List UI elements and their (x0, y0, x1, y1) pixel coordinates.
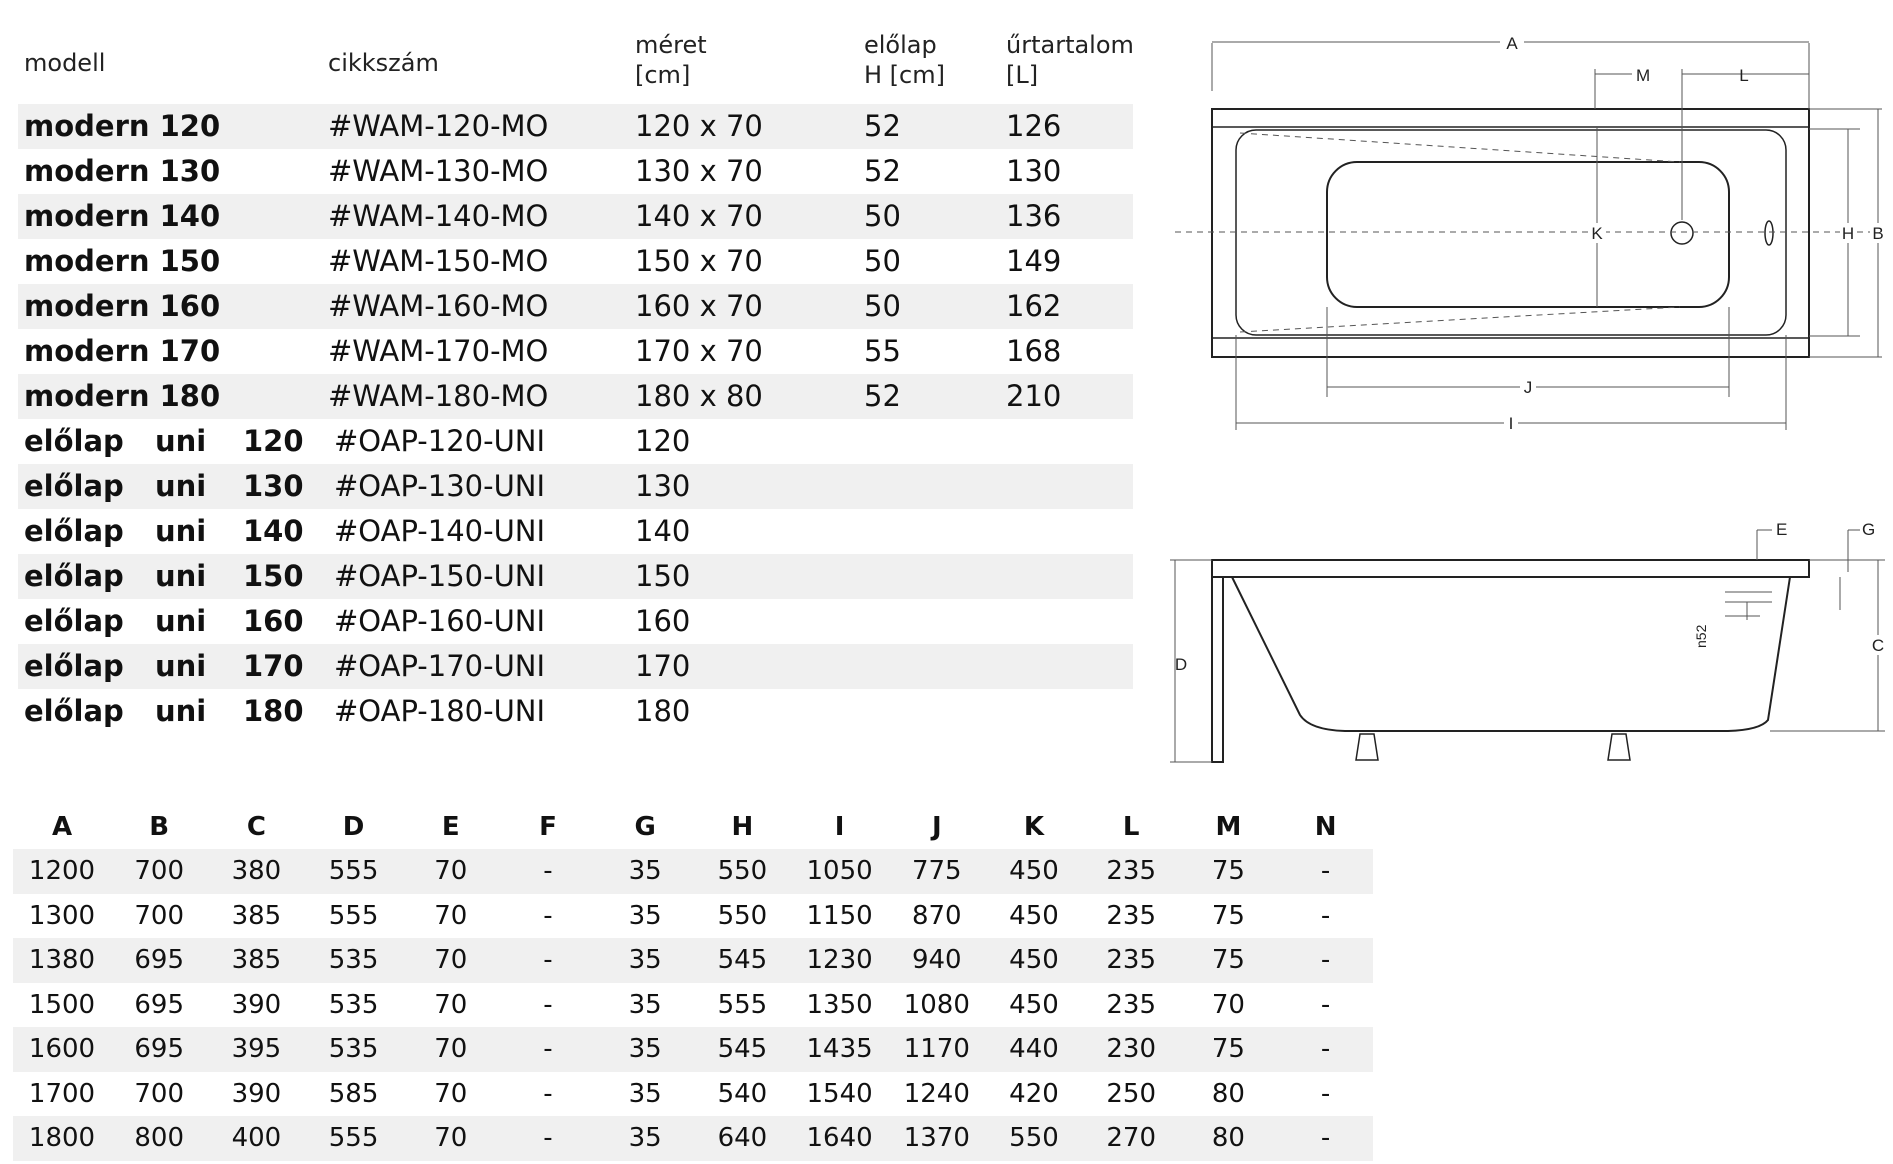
table-cell: 70 (434, 945, 468, 975)
overflow-icon (1765, 221, 1773, 245)
table-row (13, 849, 1373, 894)
table-cell: 550 (717, 900, 768, 931)
table-cell: - (1320, 945, 1331, 975)
column-header: I (834, 812, 845, 842)
column-header: K (1023, 812, 1045, 842)
table-cell: 80 (1211, 1078, 1245, 1109)
table-cell: 870 (911, 900, 962, 931)
table-cell: 385 (231, 900, 282, 931)
bathtub-side-view-drawing (1160, 520, 1893, 770)
table-cell: 70 (434, 1123, 468, 1153)
volume: 210 (1006, 379, 1062, 413)
table-cell: 1540 (806, 1078, 873, 1109)
header-model: modell (24, 49, 106, 77)
dimension-table-body (13, 849, 1373, 1161)
sku: #WAM-130-MO (328, 154, 549, 188)
table-cell: 1600 (28, 1034, 96, 1064)
tub-side-rim (1212, 560, 1809, 577)
size: 130 (635, 469, 691, 503)
table-row (18, 284, 1133, 329)
table-cell: 80 (1211, 1123, 1245, 1153)
panel-length: 120 (243, 424, 304, 458)
column-header: H (731, 812, 754, 842)
table-cell: 700 (134, 1078, 184, 1109)
label-l: L (1739, 66, 1749, 85)
dimension-table-header (13, 805, 1373, 849)
header-size: méret [cm] (635, 31, 707, 89)
product-table-body (18, 104, 1133, 734)
table-cell: 440 (1009, 1034, 1059, 1064)
label-m: M (1636, 66, 1651, 85)
table-cell: - (1320, 1123, 1331, 1153)
table-cell: 1640 (806, 1123, 873, 1153)
label-d: D (1174, 655, 1188, 674)
table-row (18, 689, 1133, 734)
volume: 168 (1006, 334, 1062, 368)
size: 140 (635, 514, 691, 548)
dimension-table (13, 805, 1373, 1161)
model-name: modern 170 (24, 334, 221, 368)
panel-name: előlap (24, 424, 124, 458)
panel-name: előlap (24, 469, 124, 503)
sku: #WAM-170-MO (328, 334, 549, 368)
panel-name: előlap (24, 559, 124, 593)
table-cell: 1150 (806, 900, 873, 931)
column-header: M (1215, 812, 1242, 842)
panel-type: uni (155, 649, 207, 683)
table-cell: 1700 (28, 1078, 96, 1109)
column-header: F (539, 812, 557, 842)
table-row (18, 464, 1133, 509)
bathtub-top-view-drawing (1160, 25, 1893, 445)
table-row (18, 149, 1133, 194)
label-e: E (1776, 520, 1788, 539)
table-cell: - (543, 900, 553, 931)
table-row (13, 894, 1373, 939)
table-cell: - (543, 945, 553, 975)
panel-length: 160 (243, 604, 304, 638)
table-cell: 420 (1009, 1078, 1059, 1109)
label-k: K (1591, 224, 1603, 243)
sku: #OAP-140-UNI (334, 514, 546, 548)
table-row (13, 1116, 1373, 1161)
table-cell: - (543, 856, 553, 886)
table-cell: 775 (911, 856, 962, 886)
sku: #OAP-160-UNI (334, 604, 546, 638)
table-cell: 695 (134, 1034, 184, 1064)
sku: #WAM-160-MO (328, 289, 549, 323)
label-i: I (1508, 414, 1514, 433)
table-cell: 235 (1106, 989, 1156, 1020)
table-cell: 555 (328, 856, 379, 886)
table-cell: 1370 (903, 1123, 970, 1153)
drain-icon (1671, 222, 1693, 244)
table-cell: 450 (1009, 900, 1059, 931)
table-cell: 75 (1211, 900, 1245, 931)
panel-name: előlap (24, 604, 124, 638)
panel-type: uni (155, 604, 207, 638)
column-header: G (634, 812, 656, 842)
table-cell: 1300 (28, 900, 96, 931)
volume: 130 (1006, 154, 1062, 188)
column-header: N (1314, 812, 1337, 842)
size: 120 x 70 (635, 109, 763, 143)
label-b: B (1872, 224, 1884, 243)
table-cell: 555 (328, 1123, 379, 1153)
sku: #WAM-140-MO (328, 199, 549, 233)
table-cell: 450 (1009, 945, 1059, 975)
size: 170 (635, 649, 691, 683)
table-cell: - (1320, 1034, 1331, 1064)
table-cell: 640 (717, 1123, 768, 1153)
size: 180 x 80 (635, 379, 763, 413)
sku: #OAP-170-UNI (334, 649, 546, 683)
table-cell: 70 (434, 1078, 468, 1109)
volume: 136 (1006, 199, 1062, 233)
table-cell: 230 (1106, 1034, 1156, 1064)
table-cell: 1050 (806, 856, 873, 886)
header-sku: cikkszám (328, 49, 439, 77)
size: 120 (635, 424, 691, 458)
volume: 149 (1006, 244, 1062, 278)
table-cell: 70 (434, 989, 468, 1020)
table-cell: 1380 (28, 945, 96, 975)
front-panel-height: 52 (864, 379, 901, 413)
label-g: G (1862, 520, 1876, 539)
table-cell: 540 (717, 1078, 768, 1109)
table-cell: 380 (231, 856, 282, 886)
table-cell: 75 (1211, 1034, 1245, 1064)
table-cell: 695 (134, 989, 184, 1020)
table-row (18, 194, 1133, 239)
column-header: J (931, 812, 942, 842)
tub-basin (1327, 162, 1729, 307)
table-cell: 70 (434, 856, 468, 886)
table-row (18, 599, 1133, 644)
label-n52: n52 (1693, 624, 1709, 648)
table-row (18, 104, 1133, 149)
panel-type: uni (155, 559, 207, 593)
table-cell: 70 (1211, 989, 1245, 1020)
table-cell: 450 (1009, 989, 1059, 1020)
table-cell: 385 (231, 945, 282, 975)
table-cell: 1435 (806, 1034, 873, 1064)
panel-type: uni (155, 424, 207, 458)
table-row (13, 1072, 1373, 1117)
table-row (13, 1027, 1373, 1072)
table-cell: 235 (1106, 900, 1156, 931)
sku: #OAP-150-UNI (334, 559, 546, 593)
table-cell: 270 (1106, 1123, 1156, 1153)
table-cell: 700 (134, 856, 184, 886)
sku: #WAM-150-MO (328, 244, 549, 278)
sku: #WAM-120-MO (328, 109, 549, 143)
panel-length: 180 (243, 694, 304, 728)
table-cell: - (1320, 989, 1331, 1020)
table-cell: - (1320, 856, 1331, 886)
table-cell: 555 (328, 900, 379, 931)
size: 170 x 70 (635, 334, 763, 368)
sku: #OAP-130-UNI (334, 469, 546, 503)
panel-name: előlap (24, 694, 124, 728)
table-cell: 700 (134, 900, 184, 931)
table-cell: 940 (911, 945, 962, 975)
header-volume: űrtartalom [L] (1006, 31, 1134, 89)
foot-left-icon (1356, 734, 1378, 760)
size: 150 x 70 (635, 244, 763, 278)
column-header: C (246, 812, 266, 842)
table-cell: 585 (328, 1078, 379, 1109)
table-cell: 35 (628, 1078, 662, 1109)
table-cell: 1350 (806, 989, 873, 1020)
model-name: modern 120 (24, 109, 221, 143)
table-cell: 35 (628, 989, 662, 1020)
table-cell: 70 (434, 900, 468, 931)
column-header: B (149, 812, 170, 842)
table-row (18, 644, 1133, 689)
table-cell: 75 (1211, 945, 1245, 975)
column-header: D (342, 812, 365, 842)
table-cell: 545 (717, 945, 768, 975)
model-name: modern 150 (24, 244, 221, 278)
table-cell: 35 (628, 1034, 662, 1064)
table-cell: 235 (1106, 945, 1156, 975)
panel-length: 140 (243, 514, 304, 548)
size: 160 (635, 604, 691, 638)
panel-length: 130 (243, 469, 304, 503)
panel-length: 170 (243, 649, 304, 683)
table-cell: 390 (231, 989, 282, 1020)
sku: #OAP-120-UNI (334, 424, 546, 458)
table-cell: - (1320, 1078, 1331, 1109)
table-cell: 1230 (806, 945, 873, 975)
model-name: modern 180 (24, 379, 221, 413)
label-c: C (1871, 636, 1885, 655)
volume: 126 (1006, 109, 1062, 143)
front-panel-height: 55 (864, 334, 901, 368)
table-cell: 1500 (28, 989, 96, 1020)
table-cell: 1200 (28, 856, 96, 886)
product-table (18, 30, 1133, 734)
table-cell: 550 (717, 856, 768, 886)
table-row (18, 239, 1133, 284)
table-cell: 450 (1009, 856, 1059, 886)
table-cell: 235 (1106, 856, 1156, 886)
table-cell: 400 (231, 1123, 282, 1153)
tub-body-profile (1232, 577, 1790, 731)
table-cell: 35 (628, 1123, 662, 1153)
table-row (13, 983, 1373, 1028)
table-cell: 35 (628, 945, 662, 975)
table-row (18, 329, 1133, 374)
sku: #WAM-180-MO (328, 379, 549, 413)
table-cell: 535 (328, 945, 379, 975)
panel-type: uni (155, 469, 207, 503)
panel-type: uni (155, 514, 207, 548)
table-cell: - (543, 1123, 553, 1153)
size: 130 x 70 (635, 154, 763, 188)
model-name: modern 160 (24, 289, 221, 323)
table-cell: 250 (1106, 1078, 1156, 1109)
size: 180 (635, 694, 691, 728)
table-cell: 1800 (28, 1123, 96, 1153)
model-name: modern 140 (24, 199, 221, 233)
table-cell: - (543, 1034, 553, 1064)
table-row (18, 374, 1133, 419)
table-row (18, 419, 1133, 464)
table-cell: 545 (717, 1034, 768, 1064)
table-cell: 535 (328, 1034, 379, 1064)
label-j: J (1523, 378, 1533, 397)
table-cell: 1170 (903, 1034, 970, 1064)
table-cell: 535 (328, 989, 379, 1020)
table-cell: 395 (231, 1034, 282, 1064)
table-cell: 695 (134, 945, 184, 975)
table-cell: 1240 (903, 1078, 970, 1109)
table-cell: 800 (134, 1123, 184, 1153)
front-panel-edge (1212, 577, 1223, 762)
sku: #OAP-180-UNI (334, 694, 546, 728)
table-cell: 70 (434, 1034, 468, 1064)
table-cell: 35 (628, 900, 662, 931)
foot-right-icon (1608, 734, 1630, 760)
table-cell: 35 (628, 856, 662, 886)
table-cell: 550 (1009, 1123, 1059, 1153)
table-cell: - (1320, 900, 1331, 931)
front-panel-height: 52 (864, 109, 901, 143)
table-cell: - (543, 1078, 553, 1109)
table-cell: 555 (717, 989, 768, 1020)
label-a: A (1506, 34, 1518, 53)
model-name: modern 130 (24, 154, 221, 188)
table-cell: 390 (231, 1078, 282, 1109)
column-header: A (51, 812, 73, 842)
table-cell: - (543, 989, 553, 1020)
panel-name: előlap (24, 514, 124, 548)
panel-type: uni (155, 694, 207, 728)
front-panel-height: 50 (864, 244, 901, 278)
label-h: H (1841, 224, 1855, 243)
table-row (18, 509, 1133, 554)
table-row (18, 554, 1133, 599)
panel-length: 150 (243, 559, 304, 593)
product-table-header (18, 30, 1133, 104)
size: 150 (635, 559, 691, 593)
volume: 162 (1006, 289, 1062, 323)
table-cell: 1080 (903, 989, 970, 1020)
size: 160 x 70 (635, 289, 763, 323)
column-header: L (1122, 812, 1140, 842)
header-front-panel: előlap H [cm] (864, 31, 945, 89)
column-header: E (441, 812, 460, 842)
table-row (13, 938, 1373, 983)
tub-outer-rim (1212, 109, 1809, 357)
front-panel-height: 52 (864, 154, 901, 188)
panel-name: előlap (24, 649, 124, 683)
size: 140 x 70 (635, 199, 763, 233)
front-panel-height: 50 (864, 199, 901, 233)
table-cell: 75 (1211, 856, 1245, 886)
front-panel-height: 50 (864, 289, 901, 323)
